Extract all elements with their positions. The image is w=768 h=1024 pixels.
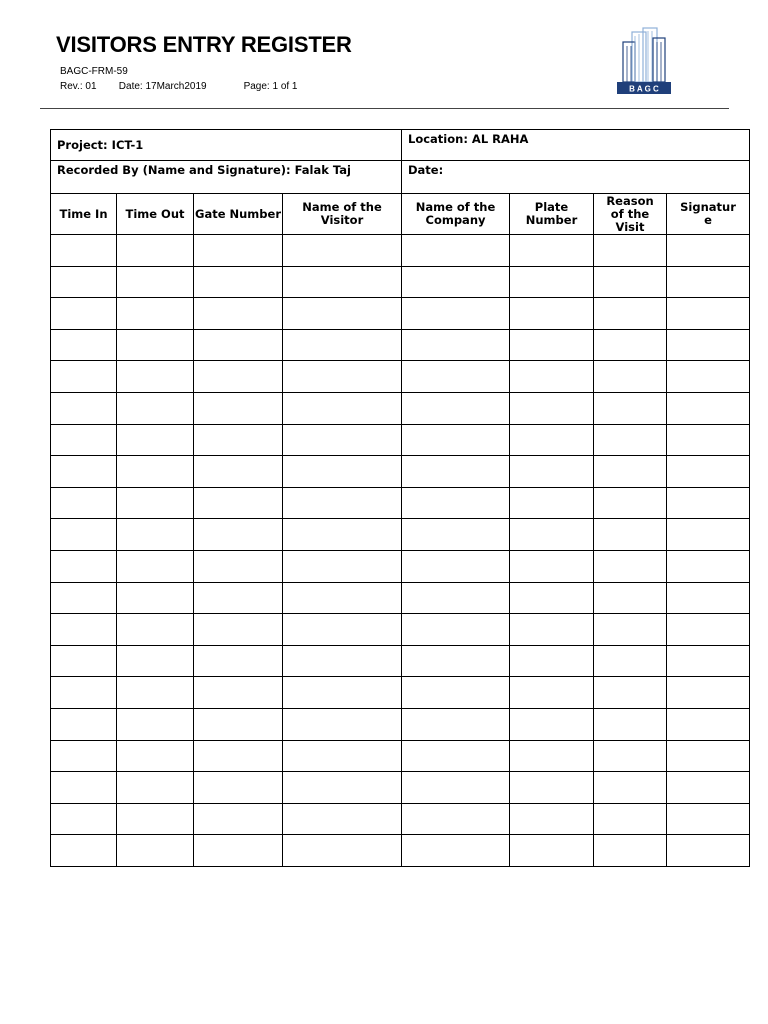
- table-row: [51, 550, 750, 582]
- table-cell[interactable]: [667, 266, 750, 298]
- table-row: [51, 456, 750, 488]
- table-cell[interactable]: [283, 835, 402, 867]
- table-row: [51, 298, 750, 330]
- table-cell[interactable]: [283, 487, 402, 519]
- table-cell[interactable]: [402, 361, 510, 393]
- table-cell[interactable]: [667, 361, 750, 393]
- table-cell[interactable]: [117, 298, 194, 330]
- table-cell[interactable]: [283, 772, 402, 804]
- table-cell[interactable]: [510, 392, 594, 424]
- table-row: [51, 424, 750, 456]
- table-cell[interactable]: [194, 235, 283, 267]
- table-cell[interactable]: [594, 235, 667, 267]
- table-cell[interactable]: [51, 361, 117, 393]
- table-cell[interactable]: [402, 392, 510, 424]
- table-cell[interactable]: [194, 740, 283, 772]
- column-header-gate-number: Gate Number: [194, 194, 283, 235]
- table-cell[interactable]: [510, 677, 594, 709]
- table-cell[interactable]: [594, 329, 667, 361]
- table-cell[interactable]: [667, 519, 750, 551]
- table-cell[interactable]: [194, 677, 283, 709]
- table-cell[interactable]: [194, 772, 283, 804]
- table-row: [51, 329, 750, 361]
- table-cell[interactable]: [283, 329, 402, 361]
- table-cell[interactable]: [667, 298, 750, 330]
- table-cell[interactable]: [283, 266, 402, 298]
- table-cell[interactable]: [51, 740, 117, 772]
- table-cell[interactable]: [194, 803, 283, 835]
- table-cell[interactable]: [51, 519, 117, 551]
- table-cell[interactable]: [117, 803, 194, 835]
- table-cell[interactable]: [51, 266, 117, 298]
- table-cell[interactable]: [667, 708, 750, 740]
- table-cell[interactable]: [667, 772, 750, 804]
- project-field: Project: ICT-1: [51, 130, 402, 161]
- table-cell[interactable]: [51, 614, 117, 646]
- table-cell[interactable]: [283, 235, 402, 267]
- table-cell[interactable]: [667, 550, 750, 582]
- table-cell[interactable]: [117, 772, 194, 804]
- table-cell[interactable]: [510, 708, 594, 740]
- column-header-plate-number: Plate Number: [510, 194, 594, 235]
- page-title: VISITORS ENTRY REGISTER: [56, 32, 352, 57]
- column-header-visitor-name: Name of the Visitor: [283, 194, 402, 235]
- table-cell[interactable]: [194, 329, 283, 361]
- table-cell[interactable]: [510, 298, 594, 330]
- table-cell[interactable]: [194, 361, 283, 393]
- table-cell[interactable]: [194, 645, 283, 677]
- table-cell[interactable]: [283, 456, 402, 488]
- table-cell[interactable]: [117, 519, 194, 551]
- table-row: [51, 392, 750, 424]
- table-cell[interactable]: [667, 835, 750, 867]
- table-cell[interactable]: [117, 361, 194, 393]
- table-cell[interactable]: [283, 708, 402, 740]
- table-cell[interactable]: [510, 519, 594, 551]
- table-cell[interactable]: [51, 772, 117, 804]
- table-cell[interactable]: [117, 424, 194, 456]
- table-header-row: [51, 194, 750, 235]
- table-cell[interactable]: [402, 266, 510, 298]
- table-cell[interactable]: [402, 582, 510, 614]
- table-cell[interactable]: [510, 835, 594, 867]
- building-logo-icon: [615, 26, 673, 96]
- table-cell[interactable]: [594, 266, 667, 298]
- table-cell[interactable]: [594, 803, 667, 835]
- table-cell[interactable]: [402, 677, 510, 709]
- revision-date: Date: 17March2019: [118, 81, 207, 92]
- table-cell[interactable]: [283, 803, 402, 835]
- table-cell[interactable]: [283, 614, 402, 646]
- table-cell[interactable]: [194, 835, 283, 867]
- table-cell[interactable]: [667, 456, 750, 488]
- table-cell[interactable]: [594, 519, 667, 551]
- table-cell[interactable]: [510, 582, 594, 614]
- date-field: Date:: [402, 161, 750, 194]
- page-indicator: Page: 1 of 1: [243, 81, 298, 92]
- recorded-by-field: Recorded By (Name and Signature): Falak Taj: [51, 161, 402, 194]
- table-cell[interactable]: [594, 550, 667, 582]
- table-cell[interactable]: [510, 456, 594, 488]
- table-cell[interactable]: [402, 645, 510, 677]
- table-cell[interactable]: [51, 329, 117, 361]
- table-cell[interactable]: [194, 519, 283, 551]
- table-cell[interactable]: [667, 582, 750, 614]
- table-cell[interactable]: [51, 424, 117, 456]
- info-table: [50, 129, 750, 194]
- table-cell[interactable]: [194, 582, 283, 614]
- table-cell[interactable]: [51, 835, 117, 867]
- table-cell[interactable]: [117, 487, 194, 519]
- table-cell[interactable]: [51, 550, 117, 582]
- table-row: [51, 835, 750, 867]
- table-cell[interactable]: [402, 424, 510, 456]
- table-cell[interactable]: [594, 298, 667, 330]
- table-cell[interactable]: [117, 677, 194, 709]
- table-cell[interactable]: [283, 677, 402, 709]
- table-cell[interactable]: [51, 645, 117, 677]
- table-cell[interactable]: [594, 392, 667, 424]
- table-cell[interactable]: [667, 677, 750, 709]
- table-cell[interactable]: [510, 424, 594, 456]
- column-header-time-out: Time Out: [117, 194, 194, 235]
- table-row: [51, 614, 750, 646]
- table-cell[interactable]: [594, 582, 667, 614]
- table-cell[interactable]: [51, 456, 117, 488]
- table-cell[interactable]: [402, 708, 510, 740]
- table-cell[interactable]: [51, 582, 117, 614]
- table-cell[interactable]: [402, 614, 510, 646]
- table-cell[interactable]: [117, 329, 194, 361]
- table-row: [51, 582, 750, 614]
- table-row: [51, 740, 750, 772]
- table-cell[interactable]: [402, 519, 510, 551]
- table-cell[interactable]: [594, 740, 667, 772]
- table-cell[interactable]: [194, 392, 283, 424]
- table-cell[interactable]: [117, 456, 194, 488]
- table-cell[interactable]: [51, 708, 117, 740]
- table-cell[interactable]: [667, 235, 750, 267]
- table-row: [51, 803, 750, 835]
- table-cell[interactable]: [510, 361, 594, 393]
- table-cell[interactable]: [667, 424, 750, 456]
- table-row: [51, 235, 750, 267]
- table-cell[interactable]: [667, 614, 750, 646]
- table-cell[interactable]: [283, 550, 402, 582]
- table-cell[interactable]: [510, 550, 594, 582]
- table-cell[interactable]: [667, 803, 750, 835]
- table-cell[interactable]: [402, 235, 510, 267]
- table-row: [51, 361, 750, 393]
- table-cell[interactable]: [194, 456, 283, 488]
- table-cell[interactable]: [594, 424, 667, 456]
- table-cell[interactable]: [402, 456, 510, 488]
- revision-label: Rev.: 01: [60, 81, 97, 92]
- table-cell[interactable]: [594, 835, 667, 867]
- table-row: [51, 708, 750, 740]
- table-cell[interactable]: [283, 740, 402, 772]
- table-cell[interactable]: [283, 424, 402, 456]
- table-cell[interactable]: [510, 235, 594, 267]
- table-cell[interactable]: [667, 329, 750, 361]
- table-cell[interactable]: [51, 298, 117, 330]
- table-cell[interactable]: [667, 487, 750, 519]
- table-cell[interactable]: [510, 740, 594, 772]
- table-cell[interactable]: [402, 298, 510, 330]
- table-row: [51, 266, 750, 298]
- table-cell[interactable]: [117, 582, 194, 614]
- table-cell[interactable]: [402, 835, 510, 867]
- table-cell[interactable]: [117, 835, 194, 867]
- table-cell[interactable]: [510, 803, 594, 835]
- table-cell[interactable]: [510, 329, 594, 361]
- table-cell[interactable]: [594, 361, 667, 393]
- table-row: [51, 645, 750, 677]
- column-header-company-name: Name of the Company: [402, 194, 510, 235]
- table-cell[interactable]: [402, 772, 510, 804]
- table-cell[interactable]: [402, 550, 510, 582]
- table-cell[interactable]: [402, 740, 510, 772]
- table-cell[interactable]: [402, 487, 510, 519]
- table-cell[interactable]: [594, 487, 667, 519]
- table-cell[interactable]: [402, 329, 510, 361]
- table-row: [51, 677, 750, 709]
- table-cell[interactable]: [117, 708, 194, 740]
- table-cell[interactable]: [51, 235, 117, 267]
- table-cell[interactable]: [594, 708, 667, 740]
- table-cell[interactable]: [283, 298, 402, 330]
- table-cell[interactable]: [283, 645, 402, 677]
- table-cell[interactable]: [510, 266, 594, 298]
- table-cell[interactable]: [667, 645, 750, 677]
- table-cell[interactable]: [510, 487, 594, 519]
- table-cell[interactable]: [594, 456, 667, 488]
- location-field: Location: AL RAHA: [402, 130, 750, 161]
- table-row: [51, 772, 750, 804]
- form-code: BAGC-FRM-59: [60, 66, 128, 77]
- table-cell[interactable]: [117, 614, 194, 646]
- column-header-signature: Signature: [667, 194, 750, 235]
- header-divider: [40, 108, 729, 109]
- table-cell[interactable]: [594, 645, 667, 677]
- table-cell[interactable]: [510, 614, 594, 646]
- table-cell[interactable]: [117, 740, 194, 772]
- table-cell[interactable]: [51, 803, 117, 835]
- table-cell[interactable]: [194, 550, 283, 582]
- table-cell[interactable]: [283, 392, 402, 424]
- table-cell[interactable]: [194, 266, 283, 298]
- table-cell[interactable]: [667, 740, 750, 772]
- table-cell[interactable]: [194, 708, 283, 740]
- logo-text: B A G C: [629, 84, 659, 94]
- table-cell[interactable]: [117, 645, 194, 677]
- table-cell[interactable]: [594, 677, 667, 709]
- register-body: [51, 235, 750, 867]
- table-cell[interactable]: [51, 487, 117, 519]
- table-cell[interactable]: [594, 772, 667, 804]
- table-cell[interactable]: [510, 645, 594, 677]
- table-row: [51, 519, 750, 551]
- visitor-register-table: [50, 193, 750, 867]
- table-cell[interactable]: [283, 519, 402, 551]
- table-cell[interactable]: [667, 392, 750, 424]
- table-cell[interactable]: [117, 266, 194, 298]
- table-cell[interactable]: [283, 361, 402, 393]
- document-meta: [60, 81, 298, 92]
- table-cell[interactable]: [117, 550, 194, 582]
- table-cell[interactable]: [283, 582, 402, 614]
- table-cell[interactable]: [117, 235, 194, 267]
- table-cell[interactable]: [117, 392, 194, 424]
- table-cell[interactable]: [194, 614, 283, 646]
- table-cell[interactable]: [510, 772, 594, 804]
- table-row: [51, 487, 750, 519]
- column-header-reason: Reason of the Visit: [594, 194, 667, 235]
- table-cell[interactable]: [51, 677, 117, 709]
- table-cell[interactable]: [51, 392, 117, 424]
- table-cell[interactable]: [594, 614, 667, 646]
- column-header-time-in: Time In: [51, 194, 117, 235]
- table-cell[interactable]: [402, 803, 510, 835]
- table-cell[interactable]: [194, 298, 283, 330]
- table-cell[interactable]: [194, 487, 283, 519]
- table-cell[interactable]: [194, 424, 283, 456]
